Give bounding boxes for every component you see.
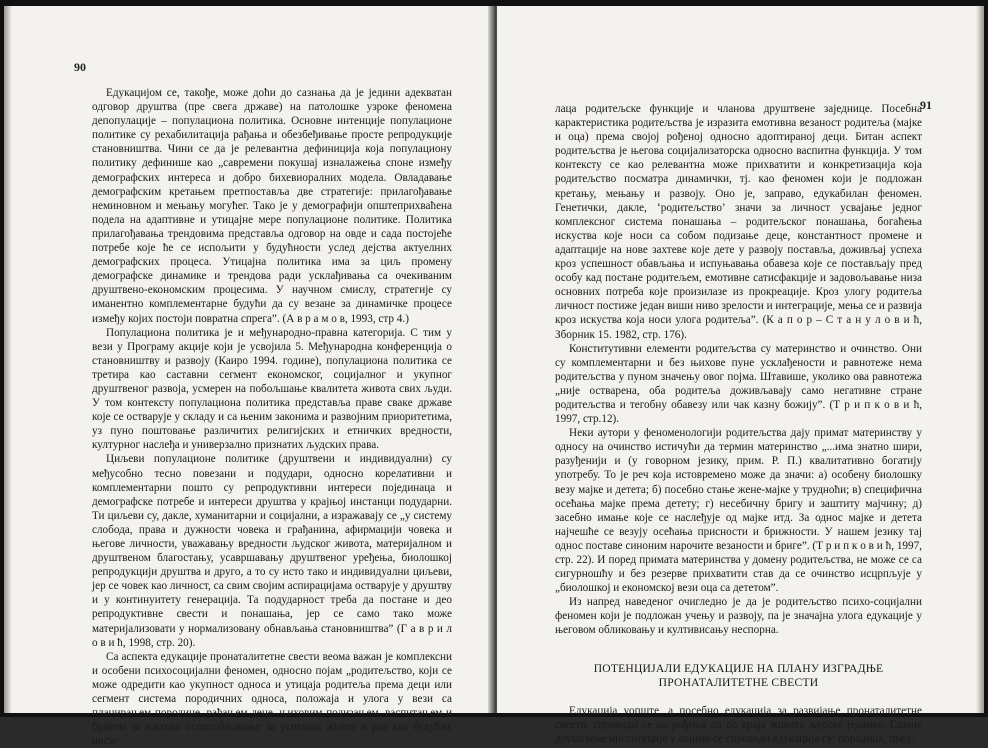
paragraph: лаца родитељске функције и чланова друштвене заједнице. Посебна карактеристика родитељства је изразита емотивна везаност родитеља (мајке и оца) према својој рођеној односно адоптираној деци. Битан аспект родитељства је његова социјализаторска односно васпитна функција. У том контексту се као релевантна може прихватити и конкретизација која родитељство посматра динамички, тј. као феномен који је подложан кретању, мењању и развоју. Оно је, заправо, едукабилан феномен. Генетички, дакле, ‘родитељство’ значи за личност усвајање једног комплексног система понашања – родитељског понашања, богаћења искуства које носи са собом подизање деце, константност промене и адаптације на нове захтеве које дете у развоју поставља, доживљај успеха кроз успешност обављања и испуњавања обавеза које се постављају пред особу кад постане родитељем, емотивне сатисфакције и задовољавање низа основних потреба које произилазе из прокреације. Кроз улогу родитеља личност постиже један виши ниво зрелости и интеграције, мења се и развија кроз искуства која носи улога родитеља”. (К а п о р – С т а н у л о в и ћ, Зборник 15. 1982, стр. 176). <box>555 103 922 341</box>
paragraph: Из напред наведеног очигледно је да је родитељство психо-социјални феномен који је подложан учењу и развоју, па је значајна улога едукације у његовом обликовању и култивисању неспорна. <box>555 596 922 637</box>
right-page-body <box>555 102 922 746</box>
page-number: 91 <box>920 98 932 112</box>
page-number: 90 <box>74 60 86 74</box>
paragraph: Неки аутори у феноменологији родитељства дају примат материнству у односу на очинство истичући да термин материнство „...има знатно шири, разуђенији и (у говорном језику, прим. Р. П.) квалитативно богатију употребу. То је реч која истовремено може да значи: а) особену биолошку везу мајке и детета; б) посебно стање жене-мајке у трудноћи; в) специфична осећања мајке према детету; г) несебичну бригу и заштиту мајчину; д) засебно имање које се наслеђује од мајке итд. За однос мајке и детета најчешће се везују осећања присности и брижности. У нашем језику тај однос поставе синоним нарочите везаности и бриге”. (Т р и п к о в и ћ, 1997, стр. 22). И поред примата материнства у домену родитељства, не може се са сигурношћу и без резерве прихватити став да се очинство исцрпљује у „биолошкој и економској вези оца са дететом”. <box>555 427 922 595</box>
paragraph: Едукација уопште, а посебно едукација за развијање пронаталитетне свести, спроводи се од рођења па до краја живота људске јединке. Главне друштвене институције у којима се спроводи едукација су: породица, пред- <box>555 704 922 745</box>
right-page <box>497 6 984 745</box>
section-heading-line: ПОТЕНЦИЈАЛИ ЕДУКАЦИЈЕ НА ПЛАНУ ИЗГРАДЊЕ <box>593 661 884 675</box>
paragraph: Популациона политика је и међународно-правна категорија. С тим у вези у Програму акције који је усвојила 5. Међународна конференција о становништву и развоју (Каиро 1994. године), популациона политика се третира као саставни сегмент економског, социјалног и укупног друштвеног развоја, усмерен на побољшање квалитета живота свих људи. У том контексту популациона политика представља праве свакe државе које се остварује у складу и са њеним законима и развојним приоритетима, уз пуно поштовање различитих религијских и етничких вредности, културног наслеђа и универзално признатих људских права. <box>92 326 452 452</box>
page-edge-shadow <box>4 6 12 713</box>
paragraph: Едукацијом се, такође, може доћи до сазнања да је једини адекватан одговор друштва (пре свега државе) на патолошке узроке феномена депопулације – популациона политика. Основне интенције популационе политике су рехабилитација рађања и обезбеђивање просте репродукције становништва. Чини се да је релевантна дефиниција која популациону политику дефинише као „савремени покушај изналажења споне између демографских интереса и добро бихевиоралних модела. Овладавање демографским кретањем претпоставља две стратегије: прилагођавање неминовном и мењању могућег. Тако је у демографији општеприхваћена подела на адаптивне и утицајне мере популационе политике. Политика прилагођавања трендовима представља одговор на овде и сада постојеће потребе које ће се испољити у будућности услед дејства актуелних демографских процеса. Утицајна политика има за циљ промену демографске динамике и трендова ради усклађивања са очекиваним друштвено-економским процесима. У научном смислу, стратегије су иманентно комплементарне будући да су везане за динамичке процесе између којих постоји повратна спрега”. (А в р а м о в, 1993, стр 4.) <box>92 87 452 325</box>
left-page <box>4 6 492 748</box>
paragraph: Циљеви популационе политике (друштвени и индивидуални) су међусобно тесно повезани и подудари, односно корелативни и комплементарни пошто су репродуктивни интереси појединаца и демографске потребе и интереси друштва у крајњој инстанци подударни. Ти циљеви су, дакле, хуманитарни и социјални, а изражавају се „у систему слобода, права и дужности човека и грађанина, афирмацији човека и његове личности, уважавању вредности људског живота, материјалном и друштвеном благостању, усавршавању друштвеног уређења, биолошкој репродукцији друштва и друго, а то су исто тако и индивидуални циљеви, јер се човек као личност, са свим својим аспирацијама остварује у друштву и у континуитету генерација. Та подударност треба да постане и део репродуктивне свести и понашања, јер се само тако може материјализовати у нормализовану обнављања становништва” (Г а в р и л о в и ћ, 1998, стр. 20). <box>92 453 452 649</box>
paragraph: Са аспекта едукације пронаталитетне свести веома важан је комплексни и особени психосоцијални феномен, односно појам „родитељство, који се може одредити као укупност односа и утицаја родитеља према деци или сегмент система породичних односа, положаја и улога у вези са планирањем породице, рађањем деце, њиховим подизањем, васпитањем и бригом за њихово оспособљавање за успешан живот и рад као будућих носи- <box>92 650 452 748</box>
paragraph: Конститутивни елементи родитељства су материнство и очинство. Они су комплементарни и без њихове пуне усклађености и равнотеже нема родитељства у пуном значењу овог појма. Штавише, уколико ова равнотежа „није остварена, оба родитеља доживљавају само негативне стране родитељства и тегобну обавезу или чак казну божију”. (Т р и п к о в и ћ, 1997, стр.12). <box>555 342 922 426</box>
page-edge-shadow <box>976 6 984 713</box>
left-page-body <box>92 86 452 748</box>
section-heading-line: ПРОНАТАЛИТЕТНЕ СВЕСТИ <box>658 675 819 689</box>
section-heading <box>555 662 922 690</box>
